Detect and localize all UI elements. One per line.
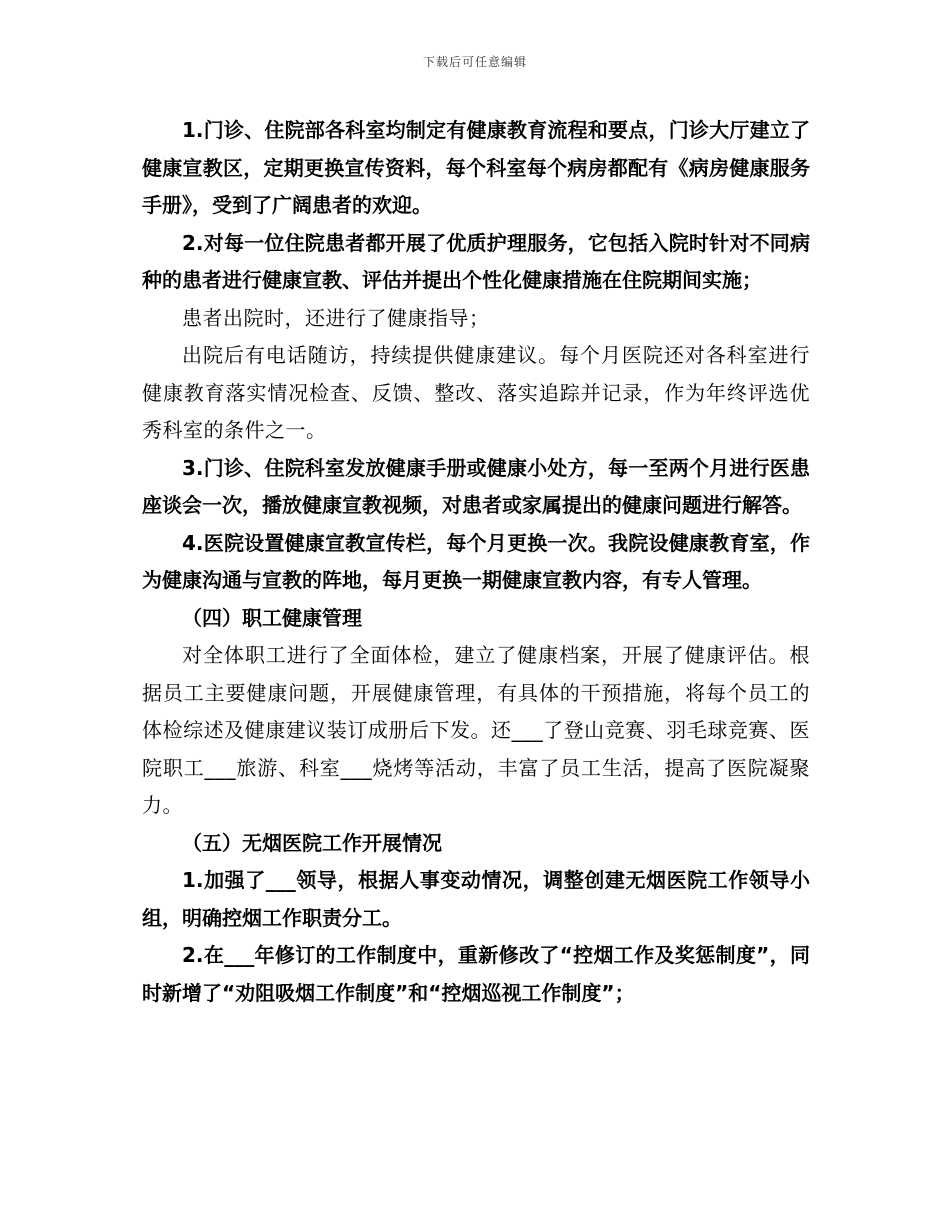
paragraph-bulletin-board: 4.医院设置健康宣教宣传栏，每个月更换一次。我院设健康教育室，作为健康沟通与宣教的阵地，每月更换一期健康宣教内容，有专人管理。 bbox=[142, 530, 810, 592]
paragraph-outpatient-education: 1.门诊、住院部各科室均制定有健康教育流程和要点，门诊大厅建立了健康宣教区，定期更换宣传资料，每个科室每个病房都配有《病房健康服务手册》，受到了广阔患者的欢迎。 bbox=[142, 118, 810, 217]
section-heading-staff-health: （四）职工健康管理 bbox=[182, 605, 362, 630]
document-body bbox=[142, 112, 810, 1012]
paragraph-inpatient-nursing: 2.对每一位住院患者都开展了优质护理服务，它包括入院时针对不同病种的患者进行健康宣教、评估并提出个性化健康措施在住院期间实施； bbox=[142, 230, 810, 292]
section-heading-smoke-free: （五）无烟医院工作开展情况 bbox=[182, 830, 442, 855]
page-header-note: 下载后可任意编辑 bbox=[422, 55, 527, 69]
paragraph-health-manual: 3.门诊、住院科室发放健康手册或健康小处方，每一至两个月进行医患座谈会一次，播放健康宣教视频，对患者或家属提出的健康问题进行解答。 bbox=[142, 455, 810, 517]
paragraph-discharge-guidance: 患者出院时，还进行了健康指导； bbox=[182, 305, 490, 330]
paragraph-regulations: 2.在___年修订的工作制度中，重新修改了“控烟工作及奖惩制度”，同时新增了“劝阻吸烟工作制度”和“控烟巡视工作制度”； bbox=[142, 943, 810, 1005]
paragraph-staff-health: 对全体职工进行了全面体检，建立了健康档案，开展了健康评估。根据员工主要健康问题，开展健康管理，有具体的干预措施，将每个员工的体检综述及健康建议装订成册后下发。还___了登山竞赛、羽毛球竞赛、医院职工___旅游、科室___烧烤等活动，丰富了员工生活，提高了医院凝聚力。 bbox=[142, 643, 810, 817]
paragraph-leadership: 1.加强了___领导，根据人事变动情况，调整创建无烟医院工作领导小组，明确控烟工作职责分工。 bbox=[142, 868, 810, 930]
paragraph-follow-up: 出院后有电话随访，持续提供健康建议。每个月医院还对各科室进行健康教育落实情况检查、反馈、整改、落实追踪并记录，作为年终评选优秀科室的条件之一。 bbox=[142, 343, 810, 442]
